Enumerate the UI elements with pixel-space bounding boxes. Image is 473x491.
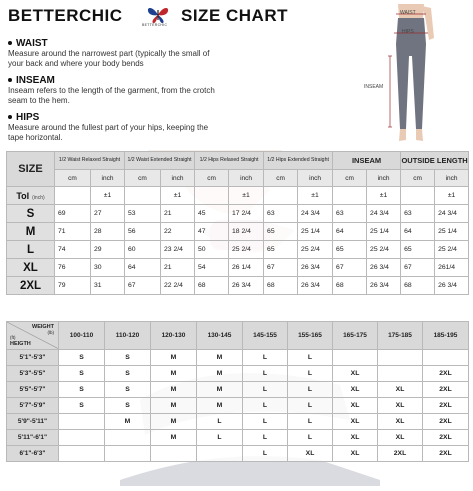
recommended-size-cell: L bbox=[288, 350, 333, 366]
measurement-cell: 29 bbox=[91, 241, 125, 259]
measurement-cell: 25 1/4 bbox=[367, 223, 401, 241]
measurement-cell: 69 bbox=[55, 205, 91, 223]
recommended-size-cell: 2XL bbox=[423, 366, 469, 382]
measurement-cell: 28 bbox=[91, 223, 125, 241]
measurement-cell: 71 bbox=[55, 223, 91, 241]
height-axis-label: (ft) HEIGTH bbox=[10, 335, 31, 347]
unit-header: inch bbox=[367, 170, 401, 187]
weight-range-header: 110-120 bbox=[105, 322, 151, 350]
section-title-hips: HIPS bbox=[8, 112, 39, 123]
tolerance-value bbox=[333, 187, 367, 205]
measurement-cell: 27 bbox=[91, 205, 125, 223]
measurement-cell: 68 bbox=[333, 277, 367, 295]
weight-range-header: 155-165 bbox=[288, 322, 333, 350]
measurement-cell: 25 1/4 bbox=[298, 223, 333, 241]
measurement-cell: 22 bbox=[161, 223, 195, 241]
size-label: 2XL bbox=[7, 277, 55, 295]
measurement-cell: 54 bbox=[195, 259, 229, 277]
measurement-cell: 30 bbox=[91, 259, 125, 277]
unit-header: cm bbox=[401, 170, 435, 187]
recommended-size-cell bbox=[59, 430, 105, 446]
measurement-cell: 74 bbox=[55, 241, 91, 259]
section-desc-inseam: Inseam refers to the length of the garment, from the crotch seam to the hem. bbox=[8, 86, 215, 105]
recommended-size-cell bbox=[105, 430, 151, 446]
measurement-cell: 65 bbox=[264, 241, 298, 259]
size-row bbox=[7, 205, 469, 223]
height-range-label: 6'1"-6'3" bbox=[7, 446, 59, 462]
recommended-size-cell: M bbox=[151, 414, 197, 430]
group-header: 1/2 Hips Relaxed Straight bbox=[195, 152, 264, 170]
unit-header: inch bbox=[91, 170, 125, 187]
measurement-cell: 21 bbox=[161, 259, 195, 277]
size-label: S bbox=[7, 205, 55, 223]
recommended-size-cell: XL bbox=[333, 382, 378, 398]
tolerance-value: ±1 bbox=[367, 187, 401, 205]
recommended-size-cell: L bbox=[243, 366, 288, 382]
recommended-size-cell: L bbox=[288, 366, 333, 382]
recommended-size-cell: S bbox=[59, 366, 105, 382]
recommended-size-cell bbox=[105, 446, 151, 462]
size-table-unit-row bbox=[7, 170, 469, 187]
recommended-size-cell: XL bbox=[333, 446, 378, 462]
height-row bbox=[7, 446, 469, 462]
measurement-cell: 26 3/4 bbox=[367, 277, 401, 295]
recommended-size-cell: M bbox=[197, 366, 243, 382]
recommended-size-cell: XL bbox=[333, 398, 378, 414]
measurement-cell: 23 2/4 bbox=[161, 241, 195, 259]
recommended-size-cell: 2XL bbox=[378, 446, 423, 462]
recommended-size-cell bbox=[59, 446, 105, 462]
height-range-label: 5'3"-5'5" bbox=[7, 366, 59, 382]
recommended-size-cell bbox=[151, 446, 197, 462]
measurement-cell: 67 bbox=[333, 259, 367, 277]
model-figure bbox=[364, 4, 446, 150]
recommended-size-cell: M bbox=[197, 398, 243, 414]
recommended-size-cell: XL bbox=[378, 382, 423, 398]
tolerance-value: ±1 bbox=[435, 187, 469, 205]
measurement-cell: 64 bbox=[401, 223, 435, 241]
recommended-size-cell: L bbox=[243, 350, 288, 366]
height-range-label: 5'11"-6'1" bbox=[7, 430, 59, 446]
recommended-size-cell: S bbox=[59, 398, 105, 414]
measurement-cell: 76 bbox=[55, 259, 91, 277]
recommended-size-cell: M bbox=[151, 382, 197, 398]
figure-label-waist: WAIST bbox=[400, 10, 416, 16]
recommended-size-cell: XL bbox=[378, 414, 423, 430]
recommended-size-cell: L bbox=[197, 414, 243, 430]
measurement-cell: 261/4 bbox=[435, 259, 469, 277]
recommended-size-cell: L bbox=[197, 430, 243, 446]
measurement-cell: 64 bbox=[125, 259, 161, 277]
logo-text: BETTERCHIC bbox=[142, 23, 168, 27]
measurement-cell: 17 2/4 bbox=[229, 205, 264, 223]
height-row bbox=[7, 350, 469, 366]
weight-axis-label: WEIGHT (lb) bbox=[32, 324, 54, 335]
measurement-cell: 24 3/4 bbox=[367, 205, 401, 223]
recommended-size-cell: M bbox=[197, 382, 243, 398]
recommended-size-cell: L bbox=[243, 446, 288, 462]
unit-header: cm bbox=[195, 170, 229, 187]
measurement-cell: 50 bbox=[195, 241, 229, 259]
recommended-size-cell: L bbox=[243, 414, 288, 430]
recommended-size-cell: 2XL bbox=[423, 382, 469, 398]
weight-range-header: 165-175 bbox=[333, 322, 378, 350]
recommended-size-cell: XL bbox=[378, 398, 423, 414]
measurement-cell: 47 bbox=[195, 223, 229, 241]
measurement-cell: 63 bbox=[333, 205, 367, 223]
recommended-size-cell: 2XL bbox=[423, 446, 469, 462]
recommended-size-cell: L bbox=[243, 430, 288, 446]
recommended-size-cell: 2XL bbox=[423, 398, 469, 414]
recommended-size-cell: XL bbox=[333, 366, 378, 382]
measurement-cell: 63 bbox=[264, 205, 298, 223]
height-range-label: 5'7"-5'9" bbox=[7, 398, 59, 414]
measurement-cell: 24 3/4 bbox=[298, 205, 333, 223]
weight-height-corner bbox=[7, 322, 59, 350]
recommended-size-cell: XL bbox=[333, 430, 378, 446]
weight-range-header: 100-110 bbox=[59, 322, 105, 350]
group-header: OUTSIDE LENGTH bbox=[401, 152, 469, 170]
height-row bbox=[7, 398, 469, 414]
fit-table-header-row bbox=[7, 322, 469, 350]
measurement-cell: 18 2/4 bbox=[229, 223, 264, 241]
measurement-cell: 65 bbox=[401, 241, 435, 259]
group-header: 1/2 Waist Extended Straight bbox=[125, 152, 195, 170]
height-row bbox=[7, 366, 469, 382]
measurement-cell: 25 2/4 bbox=[367, 241, 401, 259]
tolerance-value: ±1 bbox=[298, 187, 333, 205]
recommended-size-cell bbox=[378, 350, 423, 366]
size-row bbox=[7, 223, 469, 241]
measurement-cell: 25 2/4 bbox=[229, 241, 264, 259]
measurement-cell: 60 bbox=[125, 241, 161, 259]
recommended-size-cell: XL bbox=[288, 446, 333, 462]
section-desc-hips: Measure around the fullest part of your hips, keeping the tape horizontal. bbox=[8, 123, 209, 142]
unit-header: cm bbox=[55, 170, 91, 187]
figure-label-inseam: INSEAM bbox=[364, 84, 384, 90]
measurement-cell: 67 bbox=[264, 259, 298, 277]
tolerance-value bbox=[264, 187, 298, 205]
bullet-icon bbox=[8, 78, 12, 82]
height-row bbox=[7, 414, 469, 430]
section-desc-waist: Measure around the narrowest part (typically the small of your back and where your body bends bbox=[8, 49, 210, 68]
size-column-header: SIZE bbox=[7, 152, 55, 187]
section-title-inseam: INSEAM bbox=[8, 75, 55, 86]
recommended-size-cell: S bbox=[105, 366, 151, 382]
tolerance-value: ±1 bbox=[91, 187, 125, 205]
measurement-cell: 67 bbox=[125, 277, 161, 295]
measurement-cell: 31 bbox=[91, 277, 125, 295]
weight-range-header: 175-185 bbox=[378, 322, 423, 350]
measurement-cell: 56 bbox=[125, 223, 161, 241]
recommended-size-cell: M bbox=[151, 430, 197, 446]
measurement-cell: 53 bbox=[125, 205, 161, 223]
unit-header: inch bbox=[298, 170, 333, 187]
weight-range-header: 120-130 bbox=[151, 322, 197, 350]
brand-name: BETTERCHIC bbox=[8, 6, 123, 25]
size-label: XL bbox=[7, 259, 55, 277]
recommended-size-cell: M bbox=[151, 366, 197, 382]
size-row bbox=[7, 277, 469, 295]
recommended-size-cell bbox=[378, 366, 423, 382]
size-chart-table bbox=[6, 151, 469, 295]
recommended-size-cell: XL bbox=[378, 430, 423, 446]
measurement-cell: 26 3/4 bbox=[367, 259, 401, 277]
recommended-size-cell: L bbox=[288, 430, 333, 446]
measurement-cell: 26 3/4 bbox=[298, 277, 333, 295]
unit-header: cm bbox=[125, 170, 161, 187]
height-row bbox=[7, 430, 469, 446]
recommended-size-cell: M bbox=[197, 350, 243, 366]
group-header: INSEAM bbox=[333, 152, 401, 170]
measurement-cell: 26 3/4 bbox=[298, 259, 333, 277]
measurement-cell: 26 3/4 bbox=[435, 277, 469, 295]
tolerance-value bbox=[55, 187, 91, 205]
size-label: M bbox=[7, 223, 55, 241]
measurement-cell: 68 bbox=[401, 277, 435, 295]
bullet-icon bbox=[8, 41, 12, 45]
weight-range-header: 185-195 bbox=[423, 322, 469, 350]
height-row bbox=[7, 382, 469, 398]
measurement-cell: 68 bbox=[195, 277, 229, 295]
size-recommendation-table bbox=[6, 321, 469, 462]
measurement-cell: 65 bbox=[333, 241, 367, 259]
recommended-size-cell: 2XL bbox=[423, 414, 469, 430]
recommended-size-cell: XL bbox=[333, 414, 378, 430]
measurement-cell: 67 bbox=[401, 259, 435, 277]
weight-range-header: 145-155 bbox=[243, 322, 288, 350]
recommended-size-cell: 2XL bbox=[423, 430, 469, 446]
recommended-size-cell: L bbox=[288, 414, 333, 430]
recommended-size-cell: S bbox=[105, 398, 151, 414]
measurement-cell: 68 bbox=[264, 277, 298, 295]
recommended-size-cell bbox=[197, 446, 243, 462]
measurement-cell: 64 bbox=[333, 223, 367, 241]
weight-range-header: 130-145 bbox=[197, 322, 243, 350]
recommended-size-cell bbox=[423, 350, 469, 366]
measurement-cell: 26 1/4 bbox=[229, 259, 264, 277]
height-range-label: 5'9"-5'11" bbox=[7, 414, 59, 430]
figure-label-hips: HIPS bbox=[402, 29, 414, 35]
tolerance-value bbox=[195, 187, 229, 205]
measurement-cell: 65 bbox=[264, 223, 298, 241]
size-table-header-row bbox=[7, 152, 469, 170]
tolerance-label: Tol (inch) bbox=[7, 187, 55, 205]
recommended-size-cell: M bbox=[105, 414, 151, 430]
group-header: 1/2 Waist Relaxed Straight bbox=[55, 152, 125, 170]
recommended-size-cell: L bbox=[288, 382, 333, 398]
recommended-size-cell bbox=[59, 414, 105, 430]
section-title-waist: WAIST bbox=[8, 38, 48, 49]
unit-header: inch bbox=[161, 170, 195, 187]
measurement-cell: 45 bbox=[195, 205, 229, 223]
tolerance-value: ±1 bbox=[161, 187, 195, 205]
recommended-size-cell: M bbox=[151, 350, 197, 366]
size-label: L bbox=[7, 241, 55, 259]
size-row bbox=[7, 241, 469, 259]
group-header: 1/2 Hips Extended Straight bbox=[264, 152, 333, 170]
recommended-size-cell: M bbox=[151, 398, 197, 414]
measurement-cell: 25 2/4 bbox=[435, 241, 469, 259]
recommended-size-cell: L bbox=[243, 398, 288, 414]
measurement-cell: 63 bbox=[401, 205, 435, 223]
measurement-cell: 24 3/4 bbox=[435, 205, 469, 223]
butterfly-logo-icon bbox=[146, 5, 170, 25]
unit-header: inch bbox=[435, 170, 469, 187]
bullet-icon bbox=[8, 115, 12, 119]
recommended-size-cell: L bbox=[288, 398, 333, 414]
recommended-size-cell: L bbox=[243, 382, 288, 398]
measurement-cell: 25 1/4 bbox=[435, 223, 469, 241]
tolerance-value bbox=[401, 187, 435, 205]
unit-header: cm bbox=[264, 170, 298, 187]
page-title: SIZE CHART bbox=[181, 6, 288, 25]
unit-header: inch bbox=[229, 170, 264, 187]
size-row bbox=[7, 259, 469, 277]
recommended-size-cell: S bbox=[105, 350, 151, 366]
recommended-size-cell: S bbox=[105, 382, 151, 398]
measurement-cell: 25 2/4 bbox=[298, 241, 333, 259]
tolerance-value bbox=[125, 187, 161, 205]
measurement-cell: 22 2/4 bbox=[161, 277, 195, 295]
tolerance-row bbox=[7, 187, 469, 205]
height-range-label: 5'5"-5'7" bbox=[7, 382, 59, 398]
recommended-size-cell: S bbox=[59, 350, 105, 366]
unit-header: cm bbox=[333, 170, 367, 187]
recommended-size-cell bbox=[333, 350, 378, 366]
measurement-cell: 79 bbox=[55, 277, 91, 295]
height-range-label: 5'1"-5'3" bbox=[7, 350, 59, 366]
tolerance-value: ±1 bbox=[229, 187, 264, 205]
measurement-cell: 26 3/4 bbox=[229, 277, 264, 295]
recommended-size-cell: S bbox=[59, 382, 105, 398]
measurement-cell: 21 bbox=[161, 205, 195, 223]
